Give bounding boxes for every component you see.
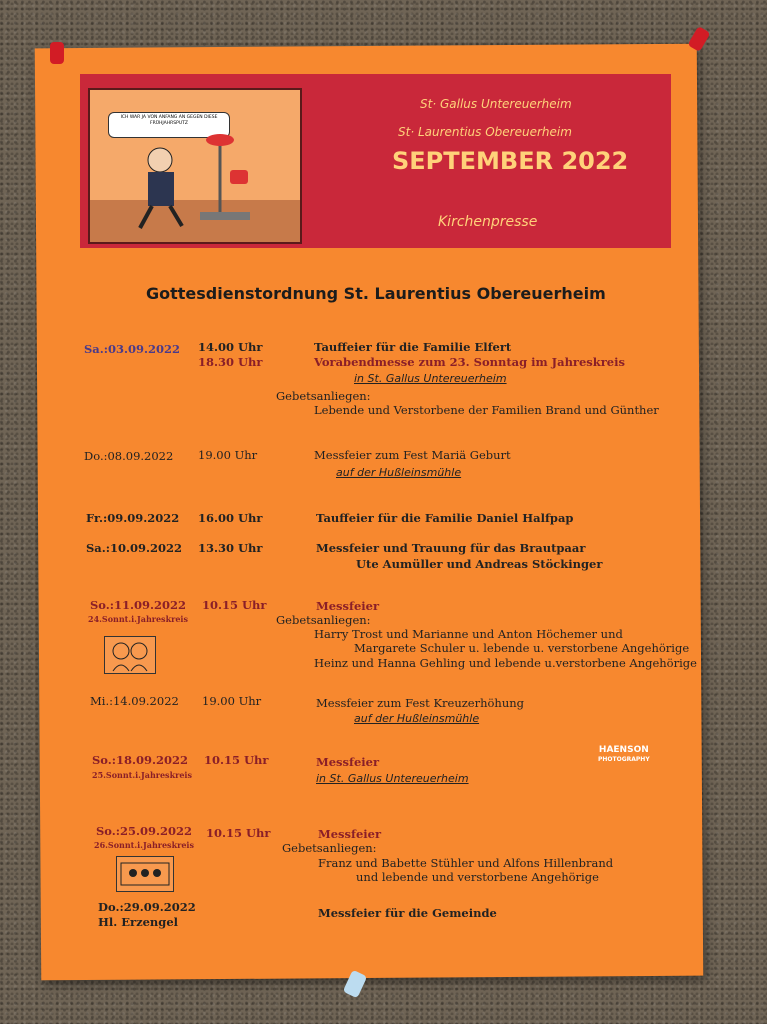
entry-date: So.:18.09.2022 (92, 753, 189, 767)
entry-date: So.:25.09.2022 (96, 824, 193, 838)
comic-illustration (88, 88, 302, 244)
entry-text: Messfeier (316, 599, 380, 613)
entry-time: 14.00 Uhr (198, 340, 263, 354)
entry-detail: Franz und Babette Stühler und Alfons Hillenbrand (318, 856, 614, 870)
entry-text: Vorabendmesse zum 23. Sonntag im Jahreskreis (314, 355, 625, 369)
entry-detail: Margarete Schuler u. lebende u. verstorbene Angehörige (354, 641, 690, 655)
entry-date: Do.:08.09.2022 (84, 449, 174, 463)
entry-text: Ute Aumüller und Andreas Stöckinger (356, 557, 603, 571)
entry-detail: Harry Trost und Marianne und Anton Höchemer und (314, 627, 623, 641)
entry-time: 10.15 Uhr (206, 826, 271, 840)
page-heading: Gottesdienstordnung St. Laurentius Obereuerheim (146, 284, 606, 303)
entry-detail: Lebende und Verstorbene der Familien Brand und Günther (314, 403, 659, 417)
entry-anliegen: Gebetsanliegen: (276, 389, 371, 403)
entry-date: Do.:29.09.2022 (98, 900, 196, 914)
entry-anliegen: Gebetsanliegen: (276, 613, 371, 627)
entry-sunday-label: 26.Sonnt.i.Jahreskreis (94, 840, 194, 850)
entry-text: Tauffeier für die Familie Elfert (314, 340, 512, 354)
watermark-line-2: PHOTOGRAPHY (598, 756, 650, 763)
comic-speech-bubble: ICH WAR JA VON ANFANG AN GEGEN DIESE FRÜHJAHRSPUTZ (108, 112, 230, 138)
entry-text: Messfeier (316, 755, 380, 769)
entry-feast-label: Hl. Erzengel (98, 915, 179, 929)
entry-time: 13.30 Uhr (198, 541, 263, 555)
entry-date: Sa.:10.09.2022 (86, 541, 183, 555)
entry-time: 10.15 Uhr (204, 753, 269, 767)
month-title: SEPTEMBER 2022 (392, 147, 629, 175)
entry-date: Mi.:14.09.2022 (90, 694, 179, 708)
comic-figure-icon (90, 90, 300, 242)
group-illustration-icon (116, 856, 174, 892)
entry-time: 18.30 Uhr (198, 355, 263, 369)
entry-place: in St. Gallus Untereuerheim (316, 772, 469, 785)
watermark-line-1: HAENSON (598, 745, 649, 755)
entry-place: in St. Gallus Untereuerheim (354, 372, 507, 385)
entry-text: Messfeier und Trauung für das Brautpaar (316, 541, 586, 555)
entry-time: 19.00 Uhr (198, 448, 258, 462)
entry-text: Messfeier (318, 827, 382, 841)
banner-subtitle: Kirchenpresse (438, 214, 538, 230)
photographer-watermark (598, 745, 650, 765)
red-pin-icon (50, 42, 64, 64)
entry-time: 10.15 Uhr (202, 598, 267, 612)
entry-text: Messfeier zum Fest Kreuzerhöhung (316, 696, 525, 710)
entry-date: Sa.:03.09.2022 (84, 342, 181, 356)
entry-place: auf der Hußleinsmühle (354, 712, 480, 725)
entry-date: So.:11.09.2022 (90, 598, 187, 612)
saints-illustration-icon (104, 636, 156, 674)
entry-anliegen: Gebetsanliegen: (282, 841, 377, 855)
entry-date: Fr.:09.09.2022 (86, 511, 180, 525)
church-name-2: St· Laurentius Obereuerheim (398, 125, 572, 139)
entry-time: 19.00 Uhr (202, 694, 262, 708)
church-name-1: St· Gallus Untereuerheim (420, 97, 572, 111)
entry-detail: Heinz und Hanna Gehling und lebende u.verstorbene Angehörige (314, 656, 697, 670)
entry-detail: und lebende und verstorbene Angehörige (356, 870, 599, 884)
entry-text: Messfeier zum Fest Mariä Geburt (314, 448, 511, 462)
entry-sunday-label: 24.Sonnt.i.Jahreskreis (88, 614, 188, 624)
entry-time: 16.00 Uhr (198, 511, 263, 525)
entry-text: Tauffeier für die Familie Daniel Halfpap (316, 511, 574, 525)
entry-sunday-label: 25.Sonnt.i.Jahreskreis (92, 770, 192, 780)
entry-place: auf der Hußleinsmühle (336, 466, 462, 479)
entry-text: Messfeier für die Gemeinde (318, 906, 497, 920)
